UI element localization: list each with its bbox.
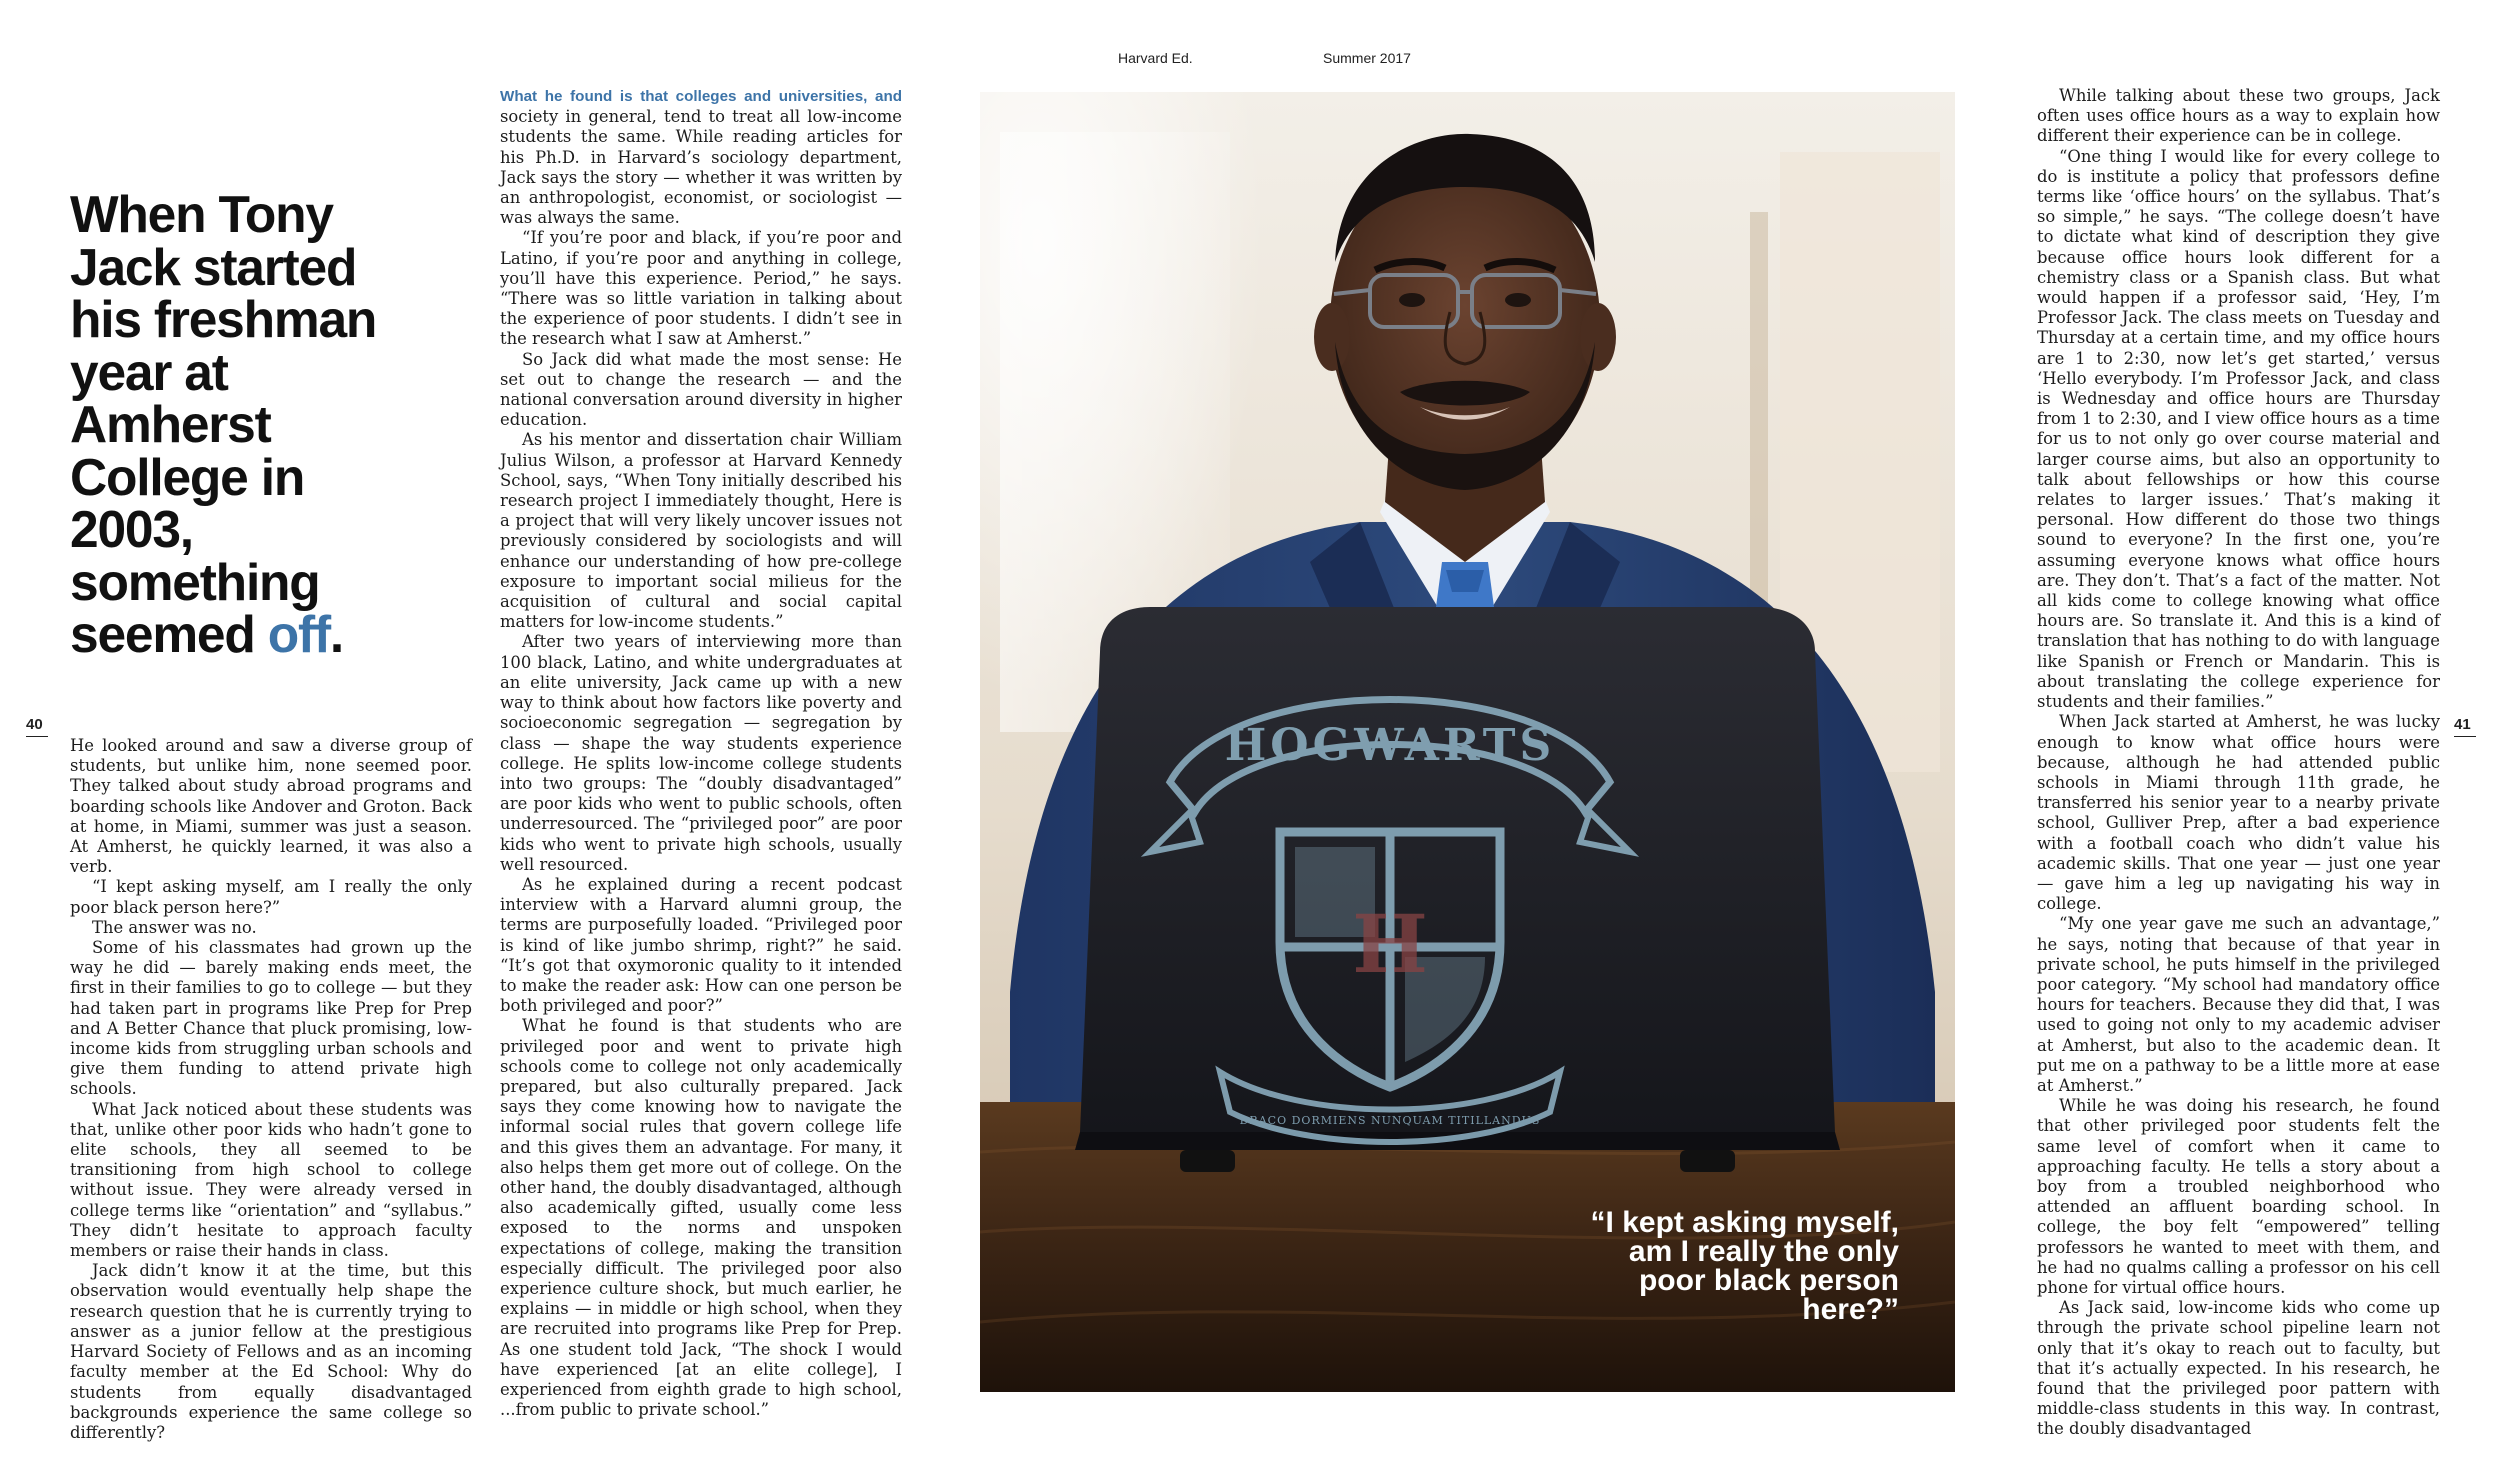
crest-banner-text: HOGWARTS <box>1224 720 1556 771</box>
body-column-3 <box>2037 86 2440 1440</box>
paragraph: “My one year gave me such an advantage,” he says, noting that because of that year in private school, he puts himself in the privileged poor category. “My school had mandatory office hours for teachers. Because they did that, I was used to going not only to my academic adviser at Amherst, but also to the academic dean. It put me on a pathway to be a little more at ease at Amherst.” <box>2037 914 2440 1095</box>
page-number-left: 40 <box>26 716 43 733</box>
headline-text: When Tony Jack started his freshman year at Amherst College in 2003, something seemed <box>70 185 377 663</box>
crest-letter: H <box>1352 897 1428 991</box>
paragraph <box>500 86 902 228</box>
paragraph: The answer was no. <box>92 917 257 937</box>
paragraph: As Jack said, low-income kids who come up through the private school pipeline learn not only that it’s okay to reach out to faculty, but that it’s actually expected. In his research, he found that the privileged poor pattern with middle-class students in this way. In contrast, the doubly disadvantaged <box>2037 1298 2440 1439</box>
headline <box>70 185 400 663</box>
body-column-1 <box>70 736 472 1443</box>
lead-in-continuation: society in general, tend to treat all low-income students the same. While reading articles for his Ph.D. in Harvard’s sociology department, Jack says the story — whether it was written by an anthropologist, economist, or sociologist — was always the same. <box>500 107 902 228</box>
magazine-name: Harvard Ed. <box>1118 50 1193 66</box>
pull-quote: “I kept asking myself, am I really the only poor black person here?” <box>1590 1206 1899 1326</box>
portrait-photo <box>980 92 1955 1392</box>
paragraph: Jack didn’t know it at the time, but this observation would eventually help shape the research question that he is currently trying to answer as a junior fellow at the prestigious Harvard Society of Fellows and as an incoming faculty member at the Ed School: Why do students from equally disadvantaged backgrounds experience the same college so differently? <box>70 1261 472 1442</box>
page-number-right: 41 <box>2454 716 2471 733</box>
paragraph: What Jack noticed about these students was that, unlike other poor kids who hadn’t gone to elite schools, they all seemed to be transitioning from high school to college without issue. They were already versed in college terms like “orientation” and “syllabus.” They didn’t hesitate to approach faculty members or raise their hands in class. <box>70 1099 472 1261</box>
section-lead-in: What he found is that colleges and universities, and <box>500 88 902 105</box>
issue-date: Summer 2017 <box>1323 50 1411 66</box>
paragraph: So Jack did what made the most sense: He set out to change the research — and the national conversation around diversity in higher education. <box>500 349 902 430</box>
paragraph: As he explained during a recent podcast interview with a Harvard alumni group, the terms are purposefully loaded. “Privileged poor is kind of like jumbo shrimp, right?” he said. “It’s got that oxymoronic quality to it intended to make the reader ask: How can one person be both privileged and poor?” <box>500 874 902 1016</box>
paragraph: When Jack started at Amherst, he was lucky enough to know what office hours were because, although he had attended public schools in Miami through 11th grade, he transferred his senior year to a nearby private school, Gulliver Prep, after a bad experience with a football coach who didn’t value his academic skills. That one year — just one year — gave him a leg up navigating his way in college. <box>2037 712 2440 914</box>
paragraph: He looked around and saw a diverse group of students, but unlike him, none seemed poor. They talked about study abroad programs and boarding schools like Andover and Groton. Back at home, in Miami, summer was just a season. At Amherst, he quickly learned, it was also a verb. <box>70 736 472 877</box>
headline-end: . <box>329 605 344 663</box>
paragraph: What he found is that students who are privileged poor and went to private high schools come to college not only academically prepared, but also culturally prepared. Jack says they come knowing how to navigate the informal social rules that govern college life and this gives them an advantage. For many, it also helps them get more out of college. On the other hand, the doubly disadvantaged, although also academically gifted, usually come less exposed to the norms and unspoken expectations of college, making the transition especially difficult. The privileged poor also experience culture shock, but much earlier, he explains — in middle or high school, when they are recruited into programs like Prep for Prep. As one student told Jack, “The shock I would have experienced [at an elite college], I experienced from eighth grade to high school, ...from public to private school.” <box>500 1016 902 1420</box>
folio-rule-left <box>26 736 48 737</box>
crest-motto: DRACO DORMIENS NUNQUAM TITILLANDUS <box>1239 1114 1541 1127</box>
paragraph: After two years of interviewing more than 100 black, Latino, and white undergraduates at an elite university, Jack came up with a new way to think about how factors like poverty and socioeconomic segregation — segregation by class — shape the way students experience college. He splits low-income college students into two groups: The “doubly disadvantaged” are poor kids who went to public schools, often underresourced. The “privileged poor” are poor kids who went to private high schools, usually well resourced. <box>500 632 902 874</box>
paragraph: “I kept asking myself, am I really the only poor black person here?” <box>70 877 472 917</box>
paragraph: Some of his classmates had grown up the way he did — barely making ends meet, the first in their families to go to college — but they had taken part in programs like Prep for Prep and A Better Chance that pluck promising, low-income kids from struggling urban schools and give them funding to attend private high schools. <box>70 938 472 1099</box>
body-column-2 <box>500 86 902 1420</box>
paragraph: “One thing I would like for every college to do is institute a policy that professors define terms like ‘office hours’ on the syllabus. That’s so simple,” he says. “The college doesn’t have to dictate what kind of description they give because office hours look different for a chemistry class or a Spanish class. But what would happen if a professor said, ‘Hey, I’m Professor Jack. The class meets on Tuesday and Thursday at a certain time, and my office hours are 1 to 2:30, now let’s get started,’ versus ‘Hello everybody. I’m Professor Jack, and class is Wednesday and office hours are Thursday from 1 to 2:30, and I view office hours as a time for us to not only go over course material and larger course aims, but also an opportunity to talk about fellowships or how this course relates to larger issues.’ That’s making it personal. How different do those two things sound to everyone? In the first one, you’re assuming everyone knows what office hours are. They don’t. That’s a fact of the matter. Not all kids come to college knowing what office hours are. So translate it. And this is a kind of translation that has nothing to do with language like Spanish or French or Mandarin. This is about translating the college experience for students and their families.” <box>2037 146 2440 712</box>
headline-accent-word: off <box>267 605 330 663</box>
paragraph: While he was doing his research, he found that other privileged poor students felt the same level of comfort when it came to approaching faculty. He tells a story about a boy from a troubled neighborhood who attended an affluent boarding school. In college, the boy felt “empowered” telling professors he wanted to meet with them, and he had no qualms calling a professor on his cell phone for virtual office hours. <box>2037 1096 2440 1297</box>
paragraph: “If you’re poor and black, if you’re poor and Latino, if you’re poor and anything in college, you’ll have this experience. Period,” he says. “There was so little variation in talking about the experience of poor students. I didn’t see in the research what I saw at Amherst.” <box>500 228 902 349</box>
paragraph: As his mentor and dissertation chair William Julius Wilson, a professor at Harvard Kennedy School, says, “When Tony initially described his research project I immediately thought, Here is a project that will very likely uncover issues not previously considered by sociologists and will enhance our understanding of how pre-college exposure to important social milieus for the acquisition of cultural and social capital matters for low-income students.” <box>500 430 902 632</box>
paragraph: While talking about these two groups, Jack often uses office hours as a way to explain how different their experience can be in college. <box>2037 86 2440 146</box>
folio-rule-right <box>2454 736 2476 737</box>
